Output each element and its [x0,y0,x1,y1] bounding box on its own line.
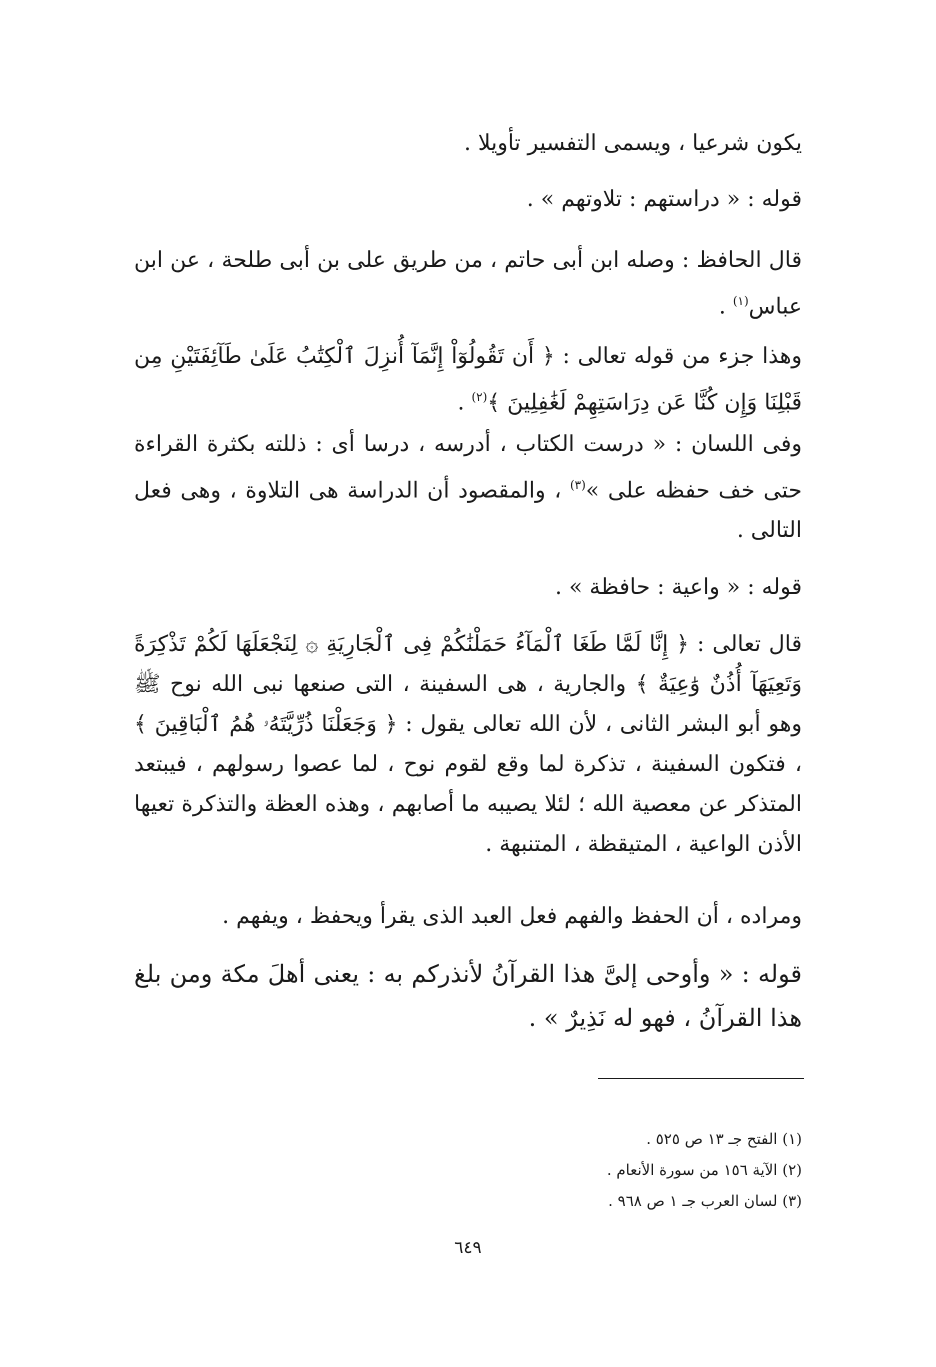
footnote-separator [598,1078,804,1079]
page-number: ٦٤٩ [454,1238,482,1258]
footnote-2: (٢) الآية ١٥٦ من سورة الأنعام . [606,1161,802,1179]
footnotes [607,1124,802,1217]
paragraph-4: وهذا جزء من قوله تعالى : ﴿ أَن تَقُولُوٓاْ إِنَّمَآ أُنزِلَ ٱلْكِتَٰبُ عَلَىٰ طَآئِفَتَيْنِ مِن قَبْلِنَا وَإِن كُنَّا عَن دِرَاسَتِهِمْ لَغَٰفِلِينَ ﴾$^{(٢)}$ . [134,344,802,416]
paragraph-heading-wa-uhiya: قوله : « وأوحى إلىَّ هذا القرآنُ لأنذركم به : يعنى أهلَ مكة ومن بلغ هذا القرآنُ ، فهو له نَذِيرٌ » . [134,960,802,1032]
paragraph-8: ومراده ، أن الحفظ والفهم فعل العبد الذى يقرأ ويحفظ ، ويفهم . [222,904,802,929]
paragraph-1: يكون شرعيا ، ويسمى التفسير تأويلا . [463,131,802,156]
footnote-ref-3: (٣) [569,478,586,492]
paragraph-heading-dirasatihim: قوله : « دراستهم : تلاوتهم » . [526,187,802,212]
footnote-1: (١) الفتح جـ ١٣ ص ٥٢٥ . [646,1130,802,1148]
paragraph-5: وفى اللسان : « درست الكتاب ، أدرسه ، درسا أى : ذللته بكثرة القراءة حتى خف حفظه على »$^{(٣)}$ ، والمقصود أن الدراسة هى التلاوة ، وهى فعل التالى . [134,432,802,544]
paragraph-heading-waiya: قوله : « واعية : حافظة » . [554,575,802,600]
paragraph-7: قال تعالى : ﴿ إِنَّا لَمَّا طَغَا ٱلْمَآءُ حَمَلْنَٰكُمْ فِى ٱلْجَارِيَةِ ۞ لِنَجْعَلَهَا لَكُمْ تَذْكِرَةً وَتَعِيَهَآ أُذُنٌ وَٰعِيَةٌ ﴾ والجارية ، هى السفينة ، التى صنعها نبى الله نوح ﷺ وهو أبو البشر الثانى ، لأن الله تعالى يقول : ﴿ وَجَعَلْنَا ذُرِّيَّتَهُۥ هُمُ ٱلْبَاقِينَ ﴾ ، فتكون السفينة ، تذكرة لما وقع لقوم نوح ، لما عصوا رسولهم ، فيبتعد المتذكر عن معصية الله ؛ لئلا يصيبه ما أصابهم ، وهذه العظة والتذكرة تعيها الأذن الواعية ، المتيقظة ، المتنبهة . [134,632,802,857]
paragraph-3: قال الحافظ : وصله ابن أبى حاتم ، من طريق على بن أبى طلحة ، عن ابن عباس$^{(١)}$ . [134,248,802,320]
footnote-ref-1: (١) [732,294,749,308]
footnote-3: (٣) لسان العرب جـ ١ ص ٩٦٨ . [608,1192,802,1210]
footnote-ref-2: (٢) [471,390,488,404]
